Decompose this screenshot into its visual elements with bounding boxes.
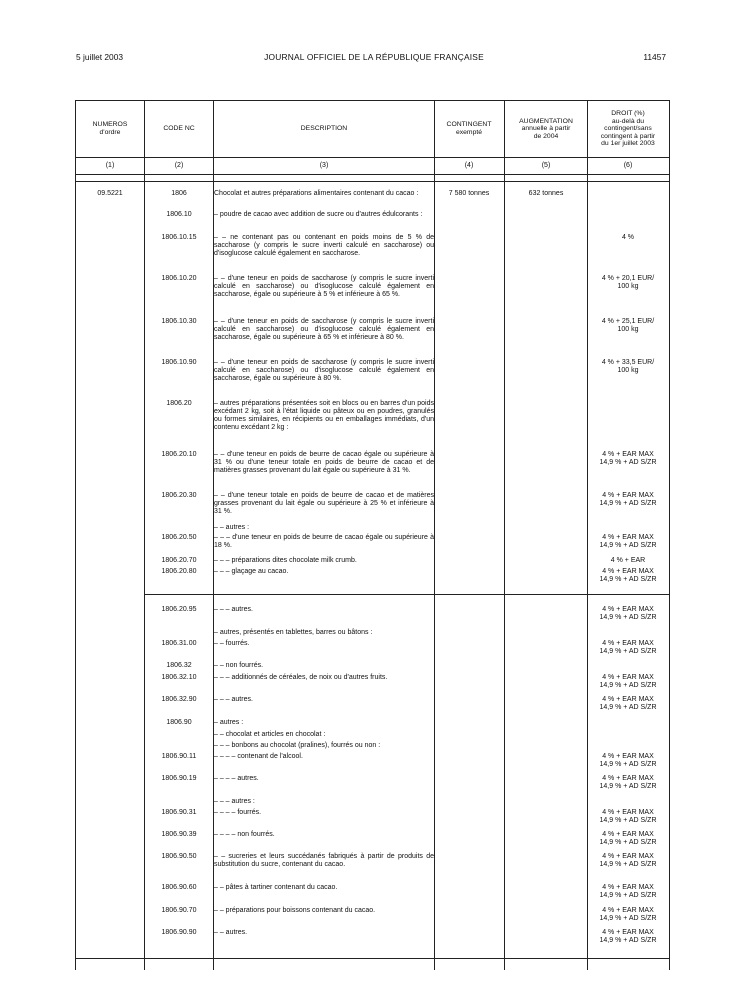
description: – poudre de cacao avec addition de sucre ou d'autres édulcorants : <box>214 211 423 218</box>
nc-code: 1806.90.70 <box>161 907 197 914</box>
column-number-4: (4) <box>464 162 474 169</box>
description: – – d'une teneur en poids de saccharose (y compris le sucre inverti calculé en saccharose) ou d'isoglucose calculé également en saccharose, égale ou supérieure à 5 % et inférieure à 65 %. <box>214 275 434 298</box>
duty-rate: 4 % + EAR MAX 14,9 % + AD S/ZR <box>599 929 657 944</box>
header-page-number: 11457 <box>643 52 666 62</box>
nc-code: 1806.10.90 <box>161 359 197 366</box>
column-number-6: (6) <box>623 162 633 169</box>
description: – – – – fourrés. <box>214 809 262 816</box>
description: – – autres. <box>214 929 248 936</box>
nc-code: 1806.20.80 <box>161 568 197 575</box>
duty-rate: 4 % + EAR MAX 14,9 % + AD S/ZR <box>599 492 657 507</box>
nc-code: 1806.20.50 <box>161 534 197 541</box>
description: – – – d'une teneur en poids de beurre de cacao égale ou supérieure à 18 %. <box>214 534 434 549</box>
column-header-5: AUGMENTATION annuelle à partir de 2004 <box>519 117 573 140</box>
description: – – – autres. <box>214 696 253 703</box>
description: – – ne contenant pas ou contenant en poids moins de 5 % de saccharose (y compris le sucre inverti calculé en saccharose) ou d'isoglucose calculé également en saccharose. <box>214 234 434 257</box>
header-date: 5 juillet 2003 <box>76 52 124 62</box>
duty-rate: 4 % + EAR MAX 14,9 % + AD S/ZR <box>599 606 657 621</box>
body-top-border <box>75 181 670 182</box>
duty-rate: 4 % + 20,1 EUR/ 100 kg <box>601 275 655 290</box>
nc-code: 1806.32.10 <box>161 674 197 681</box>
numbering-divider <box>75 174 670 175</box>
description: – – d'une teneur totale en poids de beurre de cacao et de matières grasses provenant du lait égale ou supérieure à 25 % et inférieure à 31 %. <box>214 492 434 515</box>
description: – – – autres : <box>214 798 255 805</box>
nc-code: 1806.20 <box>166 400 192 407</box>
nc-code: 1806.90.50 <box>161 853 197 860</box>
col-line-3 <box>434 100 435 970</box>
description: – autres préparations présentées soit en blocs ou en barres d'un poids excédant 2 kg, soit à l'état liquide ou pâteux ou en poudres, granulés ou formes similaires, en récipients ou en emballages immédiats, d'un contenu excédant 2 kg : <box>214 400 434 431</box>
duty-rate: 4 % <box>621 234 635 241</box>
order-number: 09.5221 <box>97 190 123 197</box>
description: – – autres : <box>214 524 250 531</box>
duty-rate: 4 % + EAR MAX 14,9 % + AD S/ZR <box>599 640 657 655</box>
contingent: 7 580 tonnes <box>448 190 490 197</box>
header-divider <box>75 157 670 158</box>
nc-code: 1806.90 <box>166 719 192 726</box>
nc-code: 1806.90.31 <box>161 809 197 816</box>
column-number-5: (5) <box>541 162 551 169</box>
duty-rate: 4 % + EAR MAX 14,9 % + AD S/ZR <box>599 809 657 824</box>
duty-rate: 4 % + EAR <box>610 557 646 564</box>
description: – – d'une teneur en poids de saccharose (y compris le sucre inverti calculé en saccharose) ou d'isoglucose calculé également en saccharose, égale ou supérieure à 80 %. <box>214 359 434 382</box>
nc-code: 1806.90.11 <box>161 753 197 760</box>
continuation-divider <box>145 594 670 595</box>
table-bottom-border <box>75 958 670 959</box>
nc-code: 1806.10.30 <box>161 318 197 325</box>
duty-rate: 4 % + EAR MAX 14,9 % + AD S/ZR <box>599 568 657 583</box>
description: – – d'une teneur en poids de beurre de cacao égale ou supérieure à 31 % ou d'une teneur totale en poids de beurre de cacao et de matières grasses provenant du lait égale ou supérieure à 31 %. <box>214 451 434 474</box>
nc-code: 1806.20.70 <box>161 557 197 564</box>
description: – – sucreries et leurs succédanés fabriqués à partir de produits de substitution du sucre, contenant du cacao. <box>214 853 434 868</box>
description: – – – glaçage au cacao. <box>214 568 289 575</box>
nc-code: 1806.10.15 <box>161 234 197 241</box>
duty-rate: 4 % + 25,1 EUR/ 100 kg <box>601 318 655 333</box>
description: – – – additionnés de céréales, de noix ou d'autres fruits. <box>214 674 388 681</box>
nc-code: 1806.90.60 <box>161 884 197 891</box>
column-number-1: (1) <box>105 162 115 169</box>
duty-rate: 4 % + EAR MAX 14,9 % + AD S/ZR <box>599 831 657 846</box>
description: – – pâtes à tartiner contenant du cacao. <box>214 884 338 891</box>
description: – – non fourrés. <box>214 662 264 669</box>
column-header-1: NUMEROS d'ordre <box>92 121 128 136</box>
description: Chocolat et autres préparations alimentaires contenant du cacao : <box>214 190 419 197</box>
duty-rate: 4 % + EAR MAX 14,9 % + AD S/ZR <box>599 534 657 549</box>
description: – autres, présentés en tablettes, barres ou bâtons : <box>214 629 373 636</box>
description: – – chocolat et articles en chocolat : <box>214 731 326 738</box>
description: – – fourrés. <box>214 640 250 647</box>
description: – – – préparations dites chocolate milk crumb. <box>214 557 357 564</box>
duty-rate: 4 % + 33,5 EUR/ 100 kg <box>601 359 655 374</box>
column-number-2: (2) <box>174 162 184 169</box>
header-title: JOURNAL OFFICIEL DE LA RÉPUBLIQUE FRANÇAISE <box>264 52 484 62</box>
column-header-4: CONTINGENT exempté <box>446 121 492 136</box>
nc-code: 1806.90.90 <box>161 929 197 936</box>
col-line-4 <box>504 100 505 970</box>
nc-code: 1806.10 <box>166 211 192 218</box>
column-number-3: (3) <box>319 162 329 169</box>
nc-code: 1806.10.20 <box>161 275 197 282</box>
duty-rate: 4 % + EAR MAX 14,9 % + AD S/ZR <box>599 884 657 899</box>
nc-code: 1806.90.39 <box>161 831 197 838</box>
nc-code: 1806.90.19 <box>161 775 197 782</box>
column-header-6: DROIT (%) au-delà du contingent/sans contingent à partir du 1er juillet 2003 <box>600 110 656 148</box>
description: – – – – non fourrés. <box>214 831 275 838</box>
description: – – d'une teneur en poids de saccharose (y compris le sucre inverti calculé en saccharose) ou d'isoglucose calculé également en saccharose, égale ou supérieure à 65 % et inférieure à 80 %. <box>214 318 434 341</box>
description: – – – bonbons au chocolat (pralines), fourrés ou non : <box>214 742 381 749</box>
description: – – – – contenant de l'alcool. <box>214 753 303 760</box>
nc-code: 1806.20.10 <box>161 451 197 458</box>
duty-rate: 4 % + EAR MAX 14,9 % + AD S/ZR <box>599 674 657 689</box>
column-header-2: CODE NC <box>163 125 195 133</box>
nc-code: 1806 <box>171 190 187 197</box>
duty-rate: 4 % + EAR MAX 14,9 % + AD S/ZR <box>599 696 657 711</box>
col-line-6 <box>669 100 670 970</box>
duty-rate: 4 % + EAR MAX 14,9 % + AD S/ZR <box>599 853 657 868</box>
nc-code: 1806.31.00 <box>161 640 197 647</box>
duty-rate: 4 % + EAR MAX 14,9 % + AD S/ZR <box>599 775 657 790</box>
duty-rate: 4 % + EAR MAX 14,9 % + AD S/ZR <box>599 907 657 922</box>
annual-increase: 632 tonnes <box>528 190 564 197</box>
description: – – – autres. <box>214 606 253 613</box>
description: – – – – autres. <box>214 775 259 782</box>
description: – – préparations pour boissons contenant du cacao. <box>214 907 376 914</box>
description: – autres : <box>214 719 244 726</box>
duty-rate: 4 % + EAR MAX 14,9 % + AD S/ZR <box>599 451 657 466</box>
column-header-3: DESCRIPTION <box>300 125 348 133</box>
nc-code: 1806.20.30 <box>161 492 197 499</box>
col-line-0 <box>75 100 76 970</box>
nc-code: 1806.32.90 <box>161 696 197 703</box>
duty-rate: 4 % + EAR MAX 14,9 % + AD S/ZR <box>599 753 657 768</box>
nc-code: 1806.32 <box>166 662 192 669</box>
nc-code: 1806.20.95 <box>161 606 197 613</box>
